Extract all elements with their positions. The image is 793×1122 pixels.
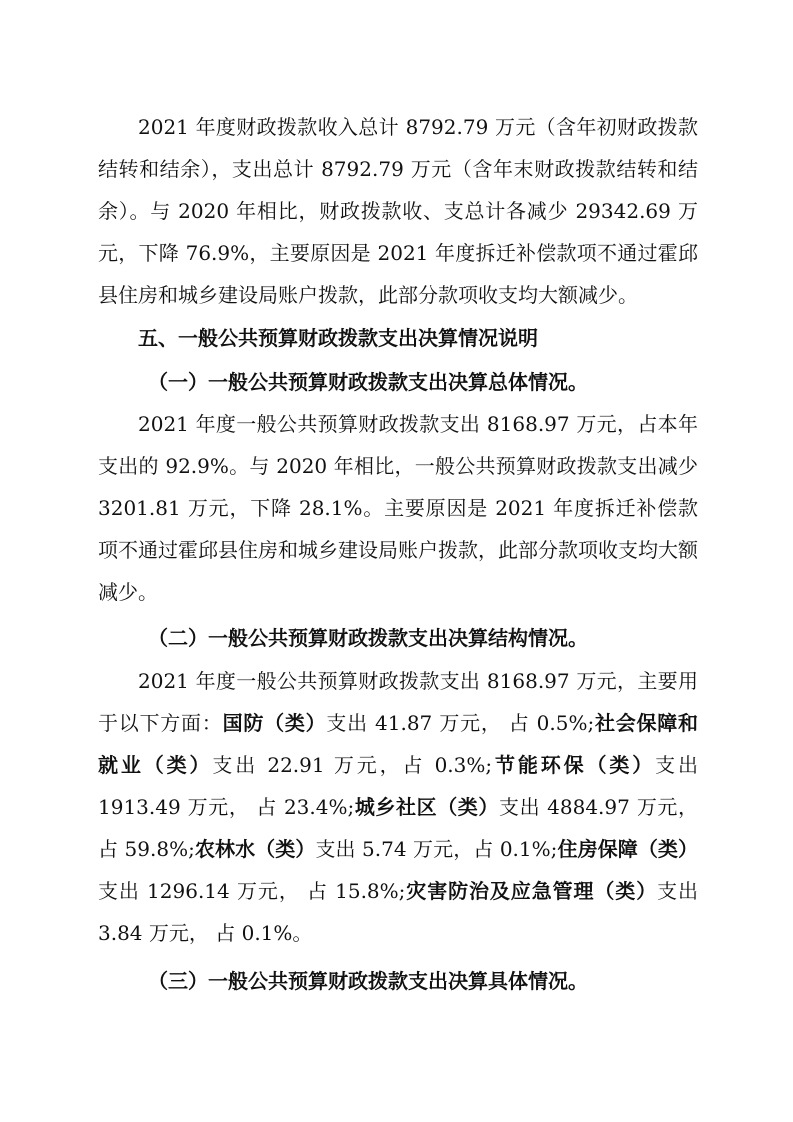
subsection-heading-2: （二）一般公共预算财政拨款支出决算结构情况。 xyxy=(148,626,588,650)
paragraph-expenditure-structure xyxy=(98,660,698,954)
category-amount: 支出 3.84 万元， 占 0.1%。 xyxy=(98,879,699,945)
paragraph-financial-summary: 2021 年度财政拨款收入总计 8792.79 万元（含年初财政拨款结转和结余），支出总计 8792.79 万元（含年末财政拨款结转和结余）。与 2020 年相比，财政拨款收、支总计各减少 29342.69 万元，下降 76.9%，主要原因是 2021 年度拆迁补偿款项不通过霍邱县住房和城乡建设局账户拨款，此部分款项收支均大额减少。 xyxy=(98,115,698,307)
category-label: 城乡社区（类） xyxy=(354,795,500,819)
category-label: 节能环保（类） xyxy=(492,753,656,777)
category-amount: 支出 4884.97 万元， 占 59.8%; xyxy=(98,795,699,861)
category-label: 社会保障和就业（类） xyxy=(98,711,699,777)
structure-intro: 2021 年度一般公共预算财政拨款支出 8168.97 万元，主要用于以下方面： xyxy=(98,669,698,735)
category-amount: 支出 1913.49 万元， 占 23.4%; xyxy=(98,753,698,819)
subsection-heading-3: （三）一般公共预算财政拨款支出决算具体情况。 xyxy=(148,969,588,993)
category-label: 农林水（类） xyxy=(194,837,316,861)
category-label: 灾害防治及应急管理（类） xyxy=(405,879,658,903)
category-label: 住房保障（类） xyxy=(557,837,699,861)
category-amount: 支出 5.74 万元，占 0.1%; xyxy=(315,837,558,861)
category-label: 国防（类） xyxy=(222,711,327,735)
category-amount: 支出 1296.14 万元， 占 15.8%; xyxy=(98,879,406,903)
category-amount: 支出 22.91 万元，占 0.3%; xyxy=(212,753,493,777)
section-heading-5: 五、一般公共预算财政拨款支出决算情况说明 xyxy=(138,326,538,350)
paragraph-overall-expenditure: 2021 年度一般公共预算财政拨款支出 8168.97 万元，占本年支出的 92.9%。与 2020 年相比，一般公共预算财政拨款支出减少 3201.81 万元，下降 28.1%。主要原因是 2021 年度拆迁补偿款项不通过霍邱县住房和城乡建设局账户拨款，此部分款项收支均大额减少。 xyxy=(98,412,698,604)
category-amount: 支出 41.87 万元， 占 0.5%; xyxy=(326,711,595,735)
subsection-heading-1: （一）一般公共预算财政拨款支出决算总体情况。 xyxy=(148,370,588,394)
